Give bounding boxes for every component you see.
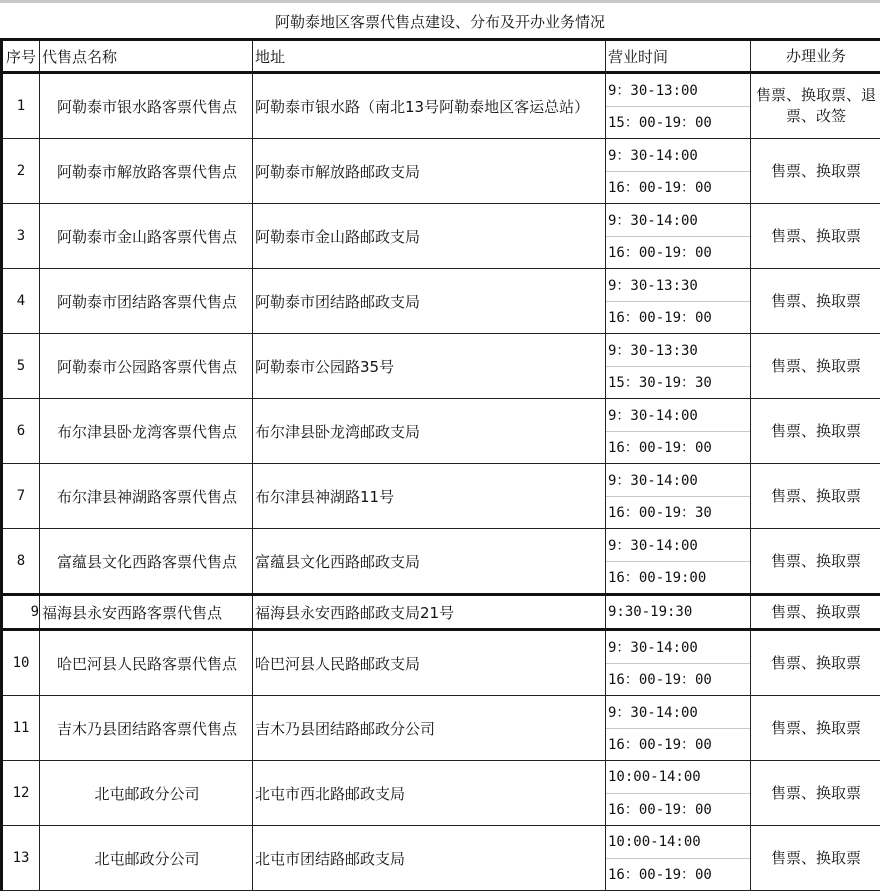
hours-afternoon: 16：00-19：00 bbox=[606, 663, 750, 696]
cell-services[interactable] bbox=[751, 529, 880, 595]
address-text: 福海县永安西路邮政支局21号 bbox=[255, 603, 455, 622]
hours-morning: 9：30-14:00 bbox=[608, 537, 698, 554]
address-text: 吉木乃县团结路邮政分公司 bbox=[255, 719, 436, 738]
services-text: 售票、换取票 bbox=[770, 421, 861, 440]
hours-morning: 9：30-14:00 bbox=[608, 704, 698, 721]
services-text: 售票、换取票 bbox=[770, 848, 861, 867]
header-services[interactable]: 办理业务 bbox=[751, 40, 880, 73]
index-text: 5 bbox=[16, 358, 26, 374]
cell-index[interactable] bbox=[2, 696, 40, 761]
name-text: 哈巴河县人民路客票代售点 bbox=[56, 654, 237, 673]
hours-morning: 9：30-14:00 bbox=[608, 407, 698, 424]
table-row bbox=[2, 630, 880, 696]
table-row bbox=[2, 73, 880, 139]
cell-hours[interactable] bbox=[606, 464, 751, 529]
hours-morning: 9：30-13:00 bbox=[608, 82, 698, 99]
cell-name[interactable] bbox=[40, 696, 253, 761]
index-text: 10 bbox=[12, 655, 30, 671]
name-text: 吉木乃县团结路客票代售点 bbox=[56, 719, 237, 738]
name-text: 北屯邮政分公司 bbox=[94, 849, 200, 868]
cell-name[interactable] bbox=[40, 73, 253, 139]
hours-afternoon: 16：00-19:00 bbox=[606, 561, 750, 594]
address-text: 北屯市团结路邮政支局 bbox=[255, 849, 406, 868]
header-name[interactable]: 代售点名称 bbox=[40, 40, 253, 73]
hours-afternoon: 16：00-19：00 bbox=[606, 236, 750, 269]
index-text: 7 bbox=[16, 488, 26, 504]
services-text: 售票、换取票、退票、改签 bbox=[755, 86, 876, 125]
cell-name[interactable] bbox=[40, 204, 253, 269]
services-text: 售票、换取票 bbox=[770, 602, 861, 621]
cell-name[interactable] bbox=[40, 269, 253, 334]
cell-address[interactable] bbox=[253, 73, 606, 139]
services-text: 售票、换取票 bbox=[770, 783, 861, 802]
services-text: 售票、换取票 bbox=[770, 718, 861, 737]
cell-address[interactable] bbox=[253, 529, 606, 595]
cell-address[interactable] bbox=[253, 696, 606, 761]
cell-index[interactable] bbox=[2, 399, 40, 464]
cell-address[interactable] bbox=[253, 399, 606, 464]
cell-address[interactable] bbox=[253, 139, 606, 204]
address-text: 布尔津县卧龙湾邮政支局 bbox=[255, 422, 421, 441]
cell-services[interactable] bbox=[751, 139, 880, 204]
cell-services[interactable] bbox=[751, 204, 880, 269]
table-row bbox=[2, 761, 880, 826]
cell-index[interactable] bbox=[2, 334, 40, 399]
header-row bbox=[2, 40, 880, 73]
address-text: 布尔津县神湖路11号 bbox=[255, 487, 395, 506]
table-row bbox=[2, 334, 880, 399]
hours-afternoon: 15：30-19：30 bbox=[606, 366, 750, 399]
cell-services[interactable] bbox=[751, 630, 880, 696]
services-text: 售票、换取票 bbox=[770, 356, 861, 375]
cell-services[interactable] bbox=[751, 761, 880, 826]
cell-services[interactable] bbox=[751, 826, 880, 891]
hours-morning: 9：30-14:00 bbox=[608, 147, 698, 164]
cell-hours[interactable] bbox=[606, 696, 751, 761]
cell-hours[interactable] bbox=[606, 73, 751, 139]
hours-afternoon: 15：00-19：00 bbox=[606, 106, 750, 139]
cell-address[interactable] bbox=[253, 761, 606, 826]
cell-hours[interactable] bbox=[606, 334, 751, 399]
sheet-title: 阿勒泰地区客票代售点建设、分布及开办业务情况 bbox=[274, 13, 605, 31]
table-row bbox=[2, 204, 880, 269]
hours-afternoon: 16：00-19：00 bbox=[606, 171, 750, 204]
address-text: 富蕴县文化西路邮政支局 bbox=[255, 552, 421, 571]
hours-afternoon: 16：00-19：30 bbox=[606, 496, 750, 529]
cell-address[interactable] bbox=[253, 269, 606, 334]
cell-address[interactable] bbox=[253, 826, 606, 891]
hours-morning: 10:00-14:00 bbox=[608, 768, 701, 785]
cell-services[interactable] bbox=[751, 334, 880, 399]
address-text: 北屯市西北路邮政支局 bbox=[255, 784, 406, 803]
cell-index[interactable] bbox=[2, 595, 40, 630]
index-text: 1 bbox=[16, 98, 26, 114]
services-text: 售票、换取票 bbox=[770, 291, 861, 310]
cell-name[interactable] bbox=[40, 761, 253, 826]
index-text: 9 bbox=[30, 604, 39, 620]
table-row bbox=[2, 269, 880, 334]
cell-index[interactable] bbox=[2, 761, 40, 826]
hours-morning: 9：30-13:30 bbox=[608, 342, 698, 359]
cell-name[interactable] bbox=[40, 139, 253, 204]
address-text: 阿勒泰市公园路35号 bbox=[255, 357, 395, 376]
name-text: 阿勒泰市解放路客票代售点 bbox=[56, 162, 237, 181]
address-text: 阿勒泰市银水路（南北13号阿勒泰地区客运总站） bbox=[255, 97, 590, 116]
cell-services[interactable] bbox=[751, 73, 880, 139]
cell-hours[interactable] bbox=[606, 399, 751, 464]
index-text: 13 bbox=[12, 850, 30, 866]
hours-morning: 10:00-14:00 bbox=[608, 833, 701, 850]
cell-name[interactable] bbox=[40, 630, 253, 696]
cell-name[interactable] bbox=[40, 464, 253, 529]
name-text: 北屯邮政分公司 bbox=[94, 784, 200, 803]
table-row bbox=[2, 529, 880, 595]
address-text: 阿勒泰市团结路邮政支局 bbox=[255, 292, 421, 311]
name-text: 布尔津县卧龙湾客票代售点 bbox=[56, 422, 237, 441]
hours-morning: 9：30-14:00 bbox=[608, 212, 698, 229]
table-row bbox=[2, 464, 880, 529]
cell-name[interactable] bbox=[40, 826, 253, 891]
index-text: 4 bbox=[16, 293, 26, 309]
header-address[interactable]: 地址 bbox=[253, 40, 606, 73]
name-text: 富蕴县文化西路客票代售点 bbox=[56, 552, 237, 571]
index-text: 11 bbox=[12, 720, 30, 736]
cell-index[interactable] bbox=[2, 204, 40, 269]
cell-hours[interactable] bbox=[606, 630, 751, 696]
services-text: 售票、换取票 bbox=[770, 161, 861, 180]
cell-hours[interactable] bbox=[606, 139, 751, 204]
cell-index[interactable] bbox=[2, 826, 40, 891]
cell-address[interactable] bbox=[253, 334, 606, 399]
ticket-agency-table bbox=[0, 38, 880, 891]
hours-morning: 9：30-14:00 bbox=[608, 639, 698, 656]
table-row bbox=[2, 139, 880, 204]
services-text: 售票、换取票 bbox=[770, 551, 861, 570]
name-text: 布尔津县神湖路客票代售点 bbox=[56, 487, 237, 506]
cell-index[interactable] bbox=[2, 529, 40, 595]
cell-hours[interactable] bbox=[606, 761, 751, 826]
cell-services[interactable] bbox=[751, 269, 880, 334]
cell-hours[interactable] bbox=[606, 269, 751, 334]
hours-morning: 9：30-14:00 bbox=[608, 472, 698, 489]
index-text: 6 bbox=[16, 423, 26, 439]
cell-name[interactable] bbox=[40, 529, 253, 595]
cell-name[interactable] bbox=[40, 399, 253, 464]
hours-afternoon: 16：00-19：00 bbox=[606, 858, 750, 891]
cell-services[interactable] bbox=[751, 595, 880, 630]
services-text: 售票、换取票 bbox=[770, 653, 861, 672]
cell-services[interactable] bbox=[751, 399, 880, 464]
index-text: 8 bbox=[16, 553, 26, 569]
cell-name[interactable] bbox=[40, 334, 253, 399]
hours-afternoon: 16：00-19：00 bbox=[606, 431, 750, 464]
address-text: 哈巴河县人民路邮政支局 bbox=[255, 654, 421, 673]
hours-afternoon: 16：00-19：00 bbox=[606, 728, 750, 761]
name-text: 阿勒泰市团结路客票代售点 bbox=[56, 292, 237, 311]
name-text: 阿勒泰市金山路客票代售点 bbox=[56, 227, 237, 246]
cell-index[interactable] bbox=[2, 464, 40, 529]
cell-hours[interactable] bbox=[606, 204, 751, 269]
hours-all-day: 9:30-19:30 bbox=[608, 604, 693, 620]
cell-index[interactable] bbox=[2, 269, 40, 334]
address-text: 阿勒泰市金山路邮政支局 bbox=[255, 227, 421, 246]
hours-afternoon: 16：00-19：00 bbox=[606, 793, 750, 826]
cell-hours[interactable] bbox=[606, 826, 751, 891]
cell-index[interactable] bbox=[2, 630, 40, 696]
cell-hours[interactable] bbox=[606, 595, 751, 630]
cell-hours[interactable] bbox=[606, 529, 751, 595]
index-text: 2 bbox=[16, 163, 26, 179]
cell-services[interactable] bbox=[751, 696, 880, 761]
hours-afternoon: 16：00-19：00 bbox=[606, 301, 750, 334]
cell-address[interactable] bbox=[253, 595, 606, 630]
cell-services[interactable] bbox=[751, 464, 880, 529]
cell-name[interactable] bbox=[40, 595, 253, 630]
table-row bbox=[2, 595, 880, 630]
name-text: 阿勒泰市银水路客票代售点 bbox=[56, 97, 237, 116]
cell-index[interactable] bbox=[2, 73, 40, 139]
hours-morning: 9：30-13:30 bbox=[608, 277, 698, 294]
cell-address[interactable] bbox=[253, 464, 606, 529]
services-text: 售票、换取票 bbox=[770, 226, 861, 245]
header-index[interactable]: 序号 bbox=[2, 40, 40, 73]
index-text: 12 bbox=[12, 785, 30, 801]
services-text: 售票、换取票 bbox=[770, 486, 861, 505]
name-text: 福海县永安西路客票代售点 bbox=[42, 603, 223, 622]
header-hours[interactable]: 营业时间 bbox=[606, 40, 751, 73]
table-row bbox=[2, 696, 880, 761]
cell-address[interactable] bbox=[253, 204, 606, 269]
name-text: 阿勒泰市公园路客票代售点 bbox=[56, 357, 237, 376]
cell-address[interactable] bbox=[253, 630, 606, 696]
cell-index[interactable] bbox=[2, 139, 40, 204]
table-row bbox=[2, 399, 880, 464]
address-text: 阿勒泰市解放路邮政支局 bbox=[255, 162, 421, 181]
table-row bbox=[2, 826, 880, 891]
index-text: 3 bbox=[16, 228, 26, 244]
